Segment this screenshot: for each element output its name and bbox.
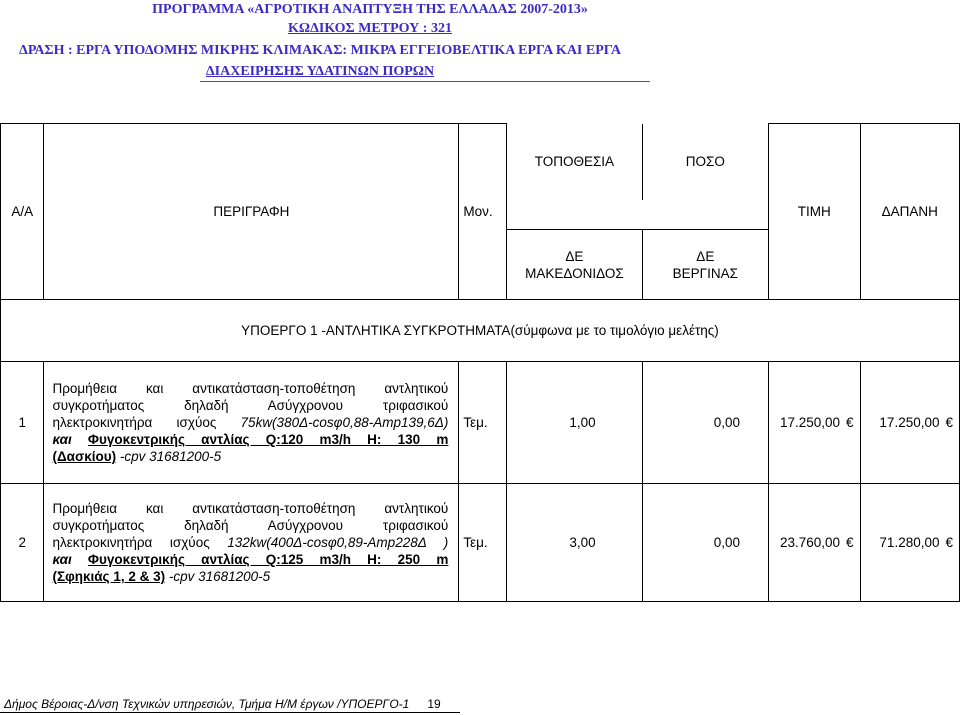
row-description bbox=[44, 362, 459, 484]
row-qty-a: 1,00 bbox=[507, 362, 643, 484]
subproject-title: ΥΠΟΕΡΓΟ 1 -ΑΝΤΛΗΤΙΚΑ ΣΥΓΚΡΟΤΗΜΑΤΑ(σύμφωνα με το τιμολόγιο μελέτης) bbox=[1, 300, 960, 362]
row-price bbox=[768, 484, 860, 602]
row-cost bbox=[860, 484, 959, 602]
desc-and: και bbox=[52, 552, 88, 567]
desc-cpv: -cpv 31681200-5 bbox=[165, 569, 271, 584]
desc-line bbox=[52, 448, 448, 465]
spacer-a bbox=[507, 200, 643, 230]
desc-pump-spec: Φυγοκεντρικής αντλίας Q:120 m3/h H: 130 m bbox=[87, 432, 449, 447]
header-measure-code: ΚΩΔΙΚΟΣ ΜΕΤΡΟΥ : 321 bbox=[288, 21, 452, 36]
header-program: ΠΡΟΓΡΑΜΜΑ «ΑΓΡΟΤΙΚΗ ΑΝΑΠΤΥΞΗ ΤΗΣ ΕΛΛΑΔΑΣ 2007-2013» bbox=[152, 2, 588, 17]
row-aa: 1 bbox=[1, 362, 44, 484]
col-header-location-b: ΔΕ ΒΕΡΓΙΝΑΣ bbox=[642, 230, 768, 300]
desc-motor-spec: 132kw(400Δ-cosφ0,89-Amp228Δ ) bbox=[227, 535, 449, 550]
desc-pump-spec: Φυγοκεντρικής αντλίας Q:125 m3/h H: 250 m bbox=[87, 552, 449, 567]
footer-text: Δήμος Βέροιας-Δ/νση Τεχνικών υπηρεσιών, Τμήμα Η/Μ έργων /ΥΠΟΕΡΓΟ-1 bbox=[4, 697, 410, 711]
row-unit: Τεμ. bbox=[459, 484, 507, 602]
desc-line bbox=[52, 431, 448, 448]
desc-location: (Σφηκιάς 1, 2 & 3) bbox=[52, 569, 166, 584]
desc-line: Προμήθεια και αντικατάσταση-τοποθέτηση αντλητικού bbox=[52, 501, 449, 516]
euro-icon: € bbox=[846, 415, 854, 430]
page-number: 19 bbox=[427, 697, 441, 711]
budget-table bbox=[0, 123, 960, 602]
footer-divider bbox=[0, 712, 460, 713]
spacer-b bbox=[642, 200, 768, 230]
col-header-cost: ΔΑΠΑΝΗ bbox=[860, 124, 959, 300]
header-divider bbox=[200, 81, 650, 82]
desc-text: ηλεκτροκινητήρα ισχύος bbox=[52, 535, 228, 550]
col-header-location-a: ΔΕ ΜΑΚΕΔΟΝΙΔΟΣ bbox=[507, 230, 643, 300]
cost-value: 71.280,00 bbox=[879, 535, 940, 550]
price-value: 23.760,00 bbox=[779, 535, 841, 550]
col-header-unit: Μον. bbox=[459, 124, 507, 300]
row-unit: Τεμ. bbox=[459, 362, 507, 484]
col-header-aa: Α/Α bbox=[1, 124, 44, 300]
desc-line bbox=[52, 551, 448, 568]
col-header-location: ΤΟΠΟΘΕΣΙΑ bbox=[507, 124, 643, 200]
table-row bbox=[1, 362, 960, 484]
desc-line: συγκροτήματος δηλαδή Ασύγχρονου τριφασικού bbox=[52, 518, 449, 533]
desc-and: και bbox=[52, 432, 88, 447]
desc-line: Προμήθεια και αντικατάσταση-τοποθέτηση αντλητικού bbox=[52, 381, 449, 396]
row-qty-a: 3,00 bbox=[507, 484, 643, 602]
header-action-cont-wrap bbox=[0, 64, 640, 80]
euro-icon: € bbox=[846, 535, 854, 550]
desc-location: (Δασκίου) bbox=[52, 449, 117, 464]
desc-line: συγκροτήματος δηλαδή Ασύγχρονου τριφασικού bbox=[52, 398, 449, 413]
desc-line bbox=[52, 414, 448, 431]
desc-motor-spec: 75kw(380Δ-cosφ0,88-Amp139,6Δ) bbox=[240, 415, 449, 430]
col-header-quantity: ΠΟΣΟ bbox=[642, 124, 768, 200]
header-action-cont: ΔΙΑΧΕΙΡΗΣΗΣ ΥΔΑΤΙΝΩΝ ΠΟΡΩΝ bbox=[205, 64, 435, 79]
page-footer bbox=[4, 697, 441, 711]
col-header-description: ΠΕΡΙΓΡΑΦΗ bbox=[44, 124, 459, 300]
cost-value: 17.250,00 bbox=[879, 415, 940, 430]
desc-text: ηλεκτροκινητήρα ισχύος bbox=[52, 415, 241, 430]
header-measure-wrap bbox=[0, 21, 740, 37]
euro-icon: € bbox=[945, 535, 953, 550]
desc-line bbox=[52, 568, 448, 585]
table-row bbox=[1, 484, 960, 602]
row-price bbox=[768, 362, 860, 484]
row-qty-b: 0,00 bbox=[642, 362, 768, 484]
header-action: ΔΡΑΣΗ : ΕΡΓΑ ΥΠΟΔΟΜΗΣ ΜΙΚΡΗΣ ΚΛΙΜΑΚΑΣ: ΜΙΚΡΑ ΕΓΓΕΙΟΒΕΛΤΙΚΑ ΕΡΓΑ ΚΑΙ ΕΡΓΑ bbox=[19, 43, 621, 58]
price-value: 17.250,00 bbox=[779, 415, 841, 430]
col-header-price: ΤΙΜΗ bbox=[768, 124, 860, 300]
row-cost bbox=[860, 362, 959, 484]
euro-icon: € bbox=[945, 415, 953, 430]
row-description bbox=[44, 484, 459, 602]
row-aa: 2 bbox=[1, 484, 44, 602]
desc-cpv: -cpv 31681200-5 bbox=[116, 449, 222, 464]
desc-line bbox=[52, 534, 448, 551]
row-qty-b: 0,00 bbox=[642, 484, 768, 602]
